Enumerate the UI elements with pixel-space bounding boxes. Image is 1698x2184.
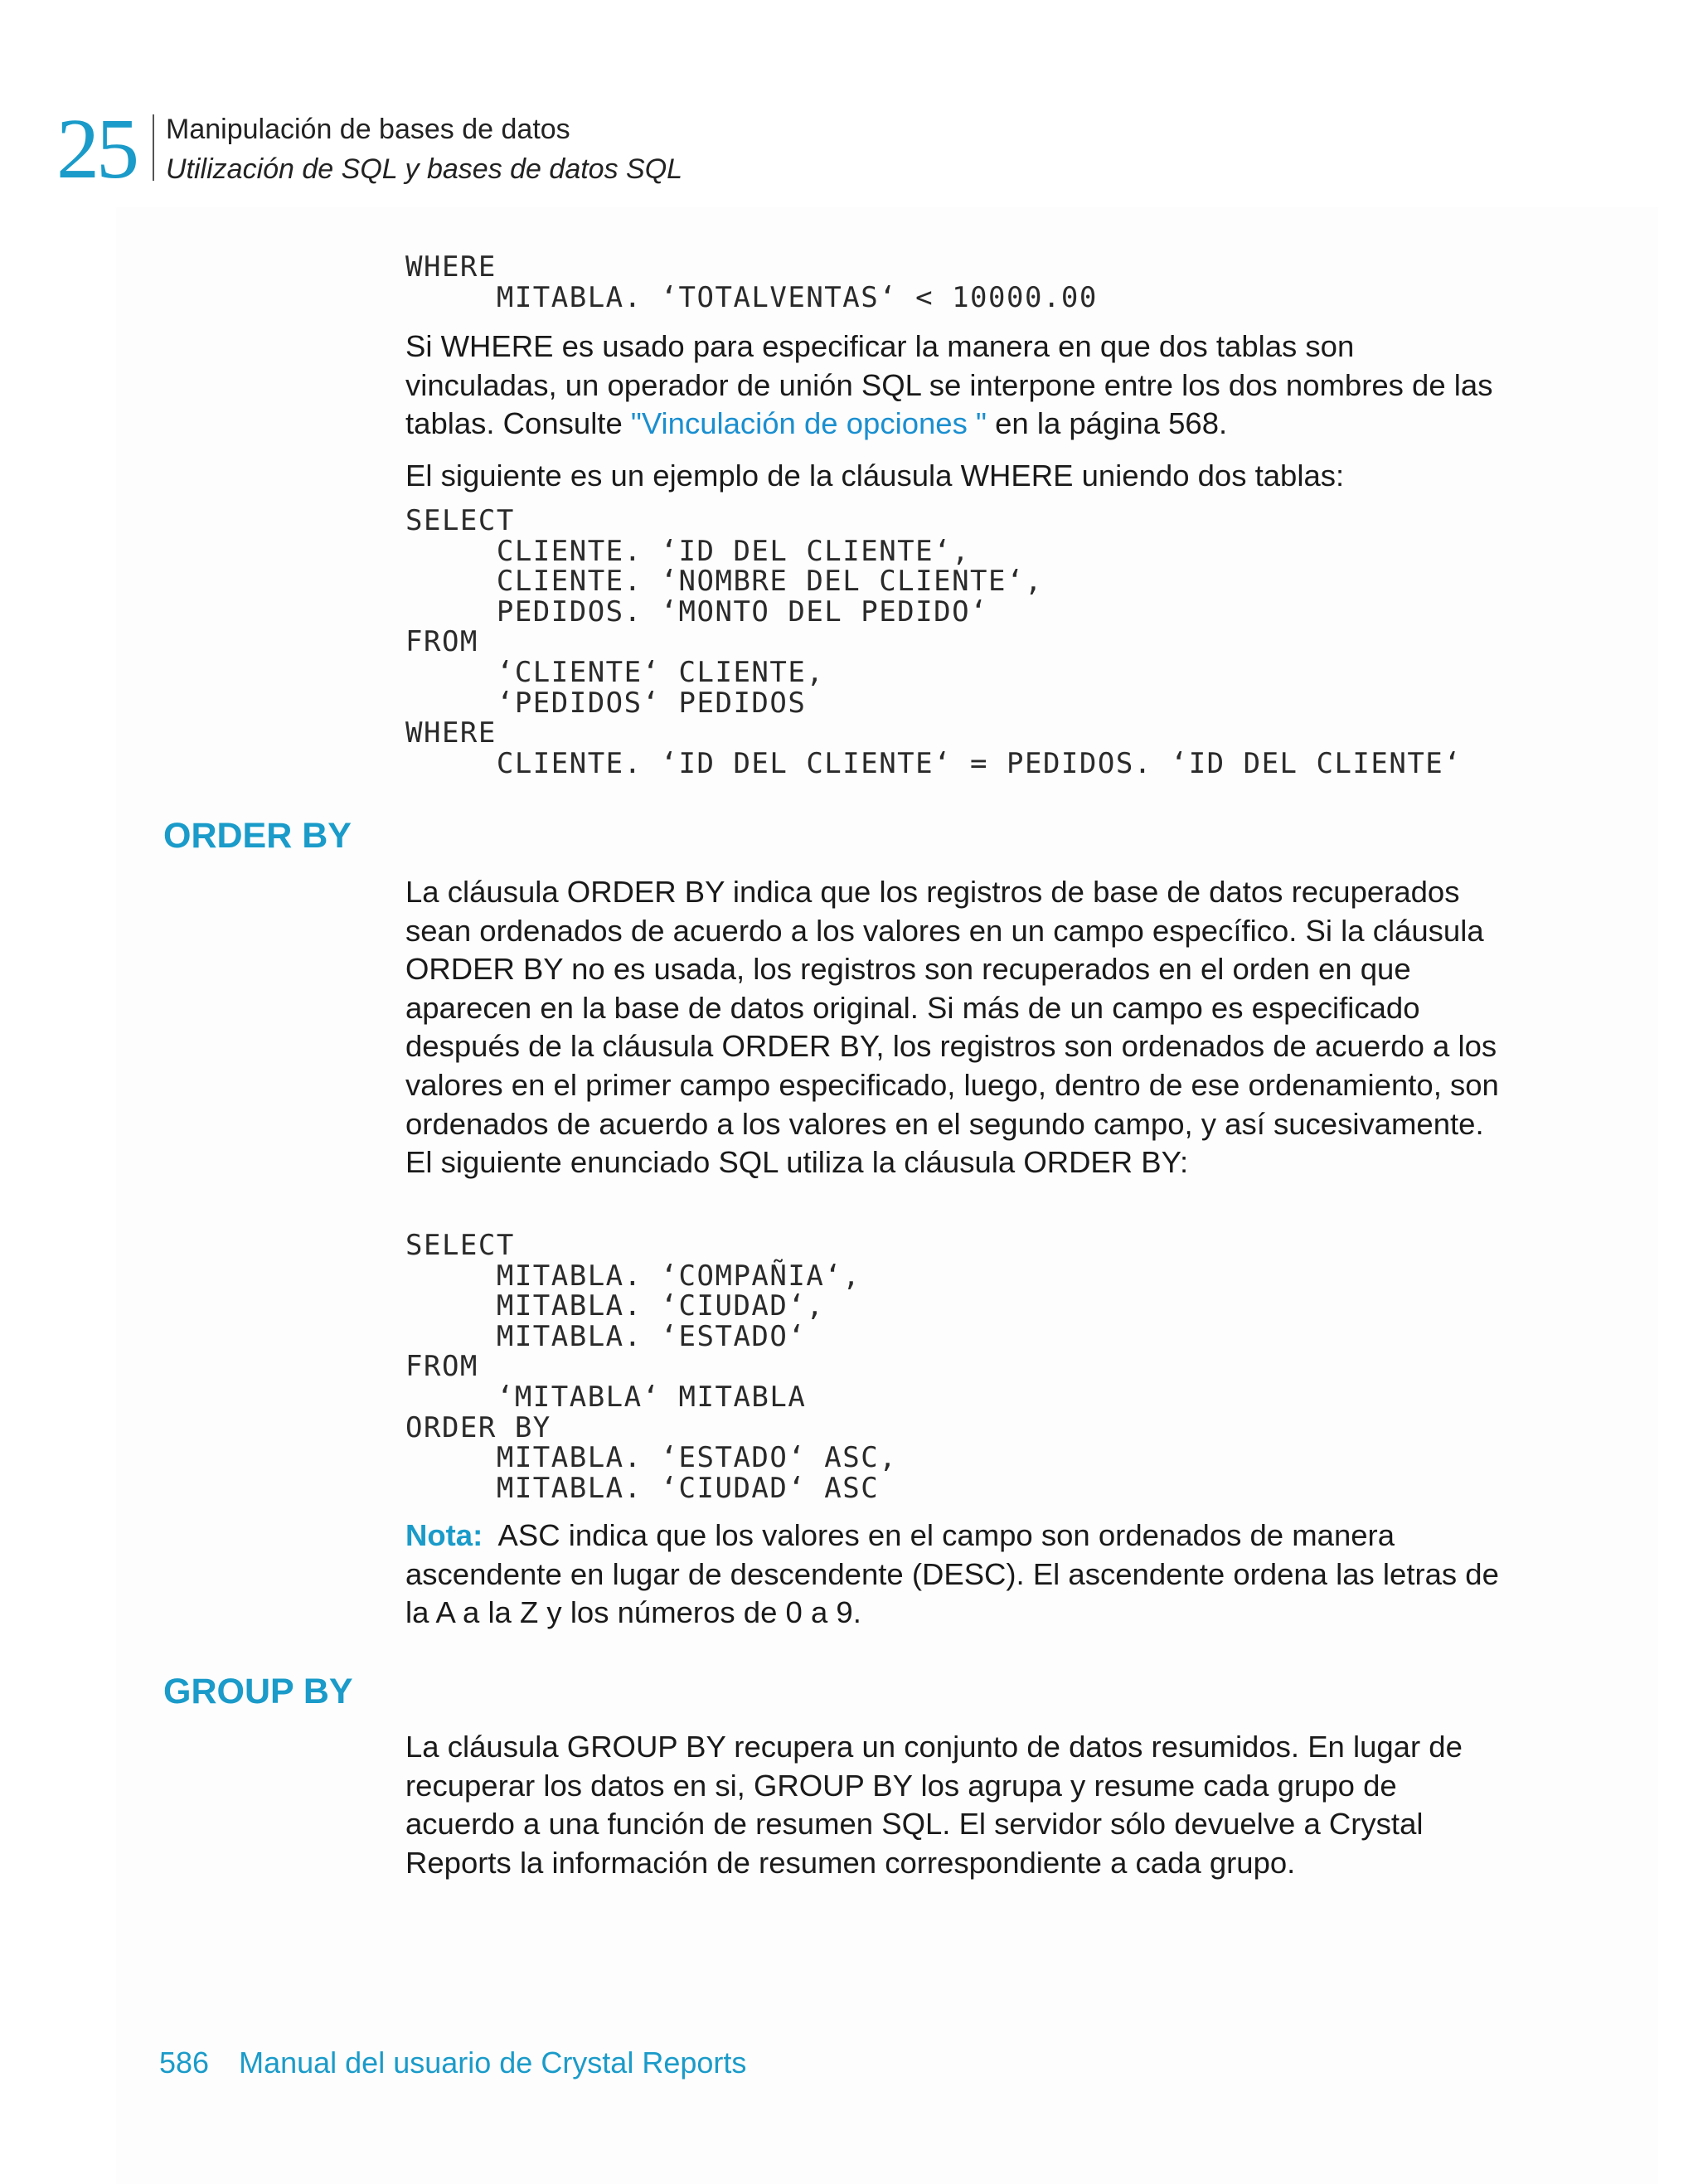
header-divider [153,114,154,181]
code-block-where: WHERE MITABLA. ‘TOTALVENTAS‘ < 10000.00 [405,250,1098,314]
chapter-number: 25 [56,101,136,197]
page-number: 586 [159,2046,210,2080]
paragraph-join-example: El siguiente es un ejemplo de la cláusula WHERE uniendo dos tablas: [405,459,1345,493]
paragraph-group-by: La cláusula GROUP BY recupera un conjunto de datos resumidos. En lugar de recuperar los datos en si, GROUP BY los agrupa y resume cada grupo de acuerdo a una función de resumen SQL. El servidor sólo devuelve a Crystal Reports la información de resumen correspondiente a cada grupo. [405,1730,1463,1880]
cross-reference-link[interactable]: "Vinculación de opciones " [630,406,987,441]
paragraph-text: en la página 568. [986,406,1228,441]
note-label: Nota: [405,1518,483,1552]
page-background [116,207,1658,2184]
note-text: ASC indica que los valores en el campo son ordenados de manera ascendente en lugar de descendente (DESC). El ascendente ordena las letras de la A a la Z y los números de 0 a 9. [405,1518,1499,1630]
code-block-join: SELECT CLIENTE. ‘ID DEL CLIENTE‘, CLIENTE. ‘NOMBRE DEL CLIENTE‘, PEDIDOS. ‘MONTO DEL PEDIDO‘ FROM ‘CLIENTE‘ CLIENTE, ‘PEDIDOS‘ PEDIDOS WHERE CLIENTE. ‘ID DEL CLIENTE‘ = PEDIDOS. ‘ID DEL CLIENTE‘ [405,504,1463,780]
heading-order-by: ORDER BY [163,816,352,856]
chapter-title: Manipulación de bases de datos [166,114,570,145]
code-block-order-by: SELECT MITABLA. ‘COMPAÑIA‘, MITABLA. ‘CIUDAD‘, MITABLA. ‘ESTADO‘ FROM ‘MITABLA‘ MITABLA ORDER BY MITABLA. ‘ESTADO‘ ASC, MITABLA. ‘CIUDAD‘ ASC [405,1229,898,1505]
page-footer [159,2045,746,2081]
note-asc [405,1517,1500,1633]
paragraph-where-join [405,328,1500,444]
section-title: Utilización de SQL y bases de datos SQL [166,153,683,185]
paragraph-text: Si WHERE es usado para especificar la manera en que dos tablas son vinculadas, un operador de unión SQL se interpone entre los dos nombres de las tablas. Consulte [405,329,1493,441]
manual-title: Manual del usuario de Crystal Reports [239,2046,747,2080]
paragraph-order-by: La cláusula ORDER BY indica que los registros de base de datos recuperados sean ordenados de acuerdo a los valores en un campo específico. Si la cláusula ORDER BY no es usada, los registros son recuperados en el orden en que aparecen en la base de datos original. Si más de un campo es especificado después de la cláusula ORDER BY, los registros son ordenados de acuerdo a los valores en el primer campo especificado, luego, dentro de ese ordenamiento, son ordenados de acuerdo a los valores en el segundo campo, y así sucesivamente. El siguiente enunciado SQL utiliza la cláusula ORDER BY: [405,875,1499,1180]
heading-group-by: GROUP BY [163,1672,353,1711]
